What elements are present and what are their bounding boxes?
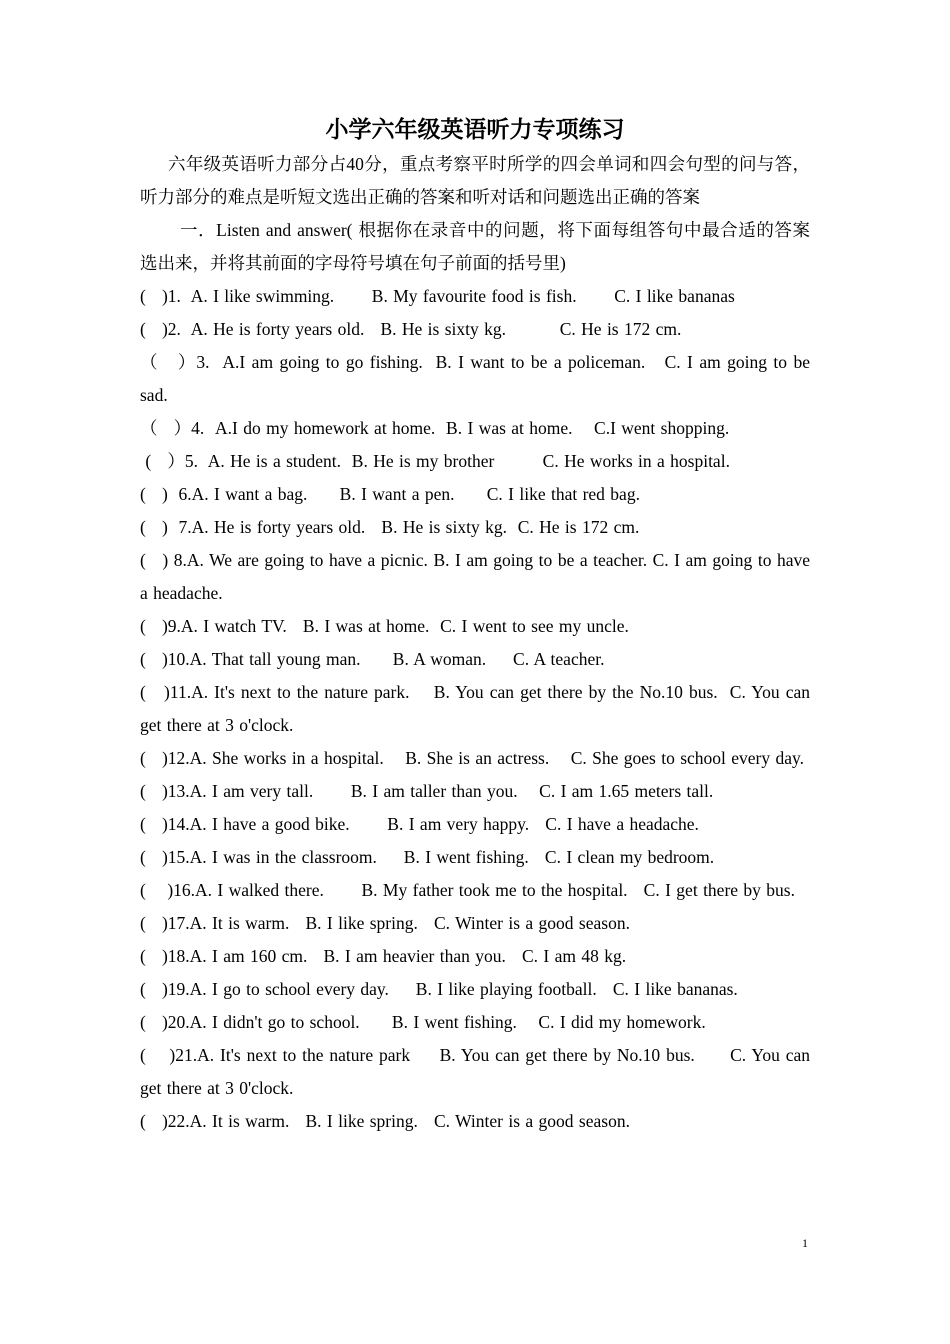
question-item: （ ）3. A.I am going to go fishing. B. I want to be a policeman. C. I am going to be sad.	[140, 352, 816, 405]
question-list	[140, 280, 816, 1138]
question-item: ( )13.A. I am very tall. B. I am taller than you. C. I am 1.65 meters tall.	[140, 781, 714, 801]
document-page	[140, 112, 816, 1138]
question-item: ( )21.A. It's next to the nature park B. You can get there by No.10 bus. C. You can get there at 3 0'clock.	[140, 1045, 816, 1098]
question-item: ( )17.A. It is warm. B. I like spring. C. Winter is a good season.	[140, 913, 630, 933]
question-item: ( ) 7.A. He is forty years old. B. He is sixty kg. C. He is 172 cm.	[140, 517, 640, 537]
question-item: ( )9.A. I watch TV. B. I was at home. C. I went to see my uncle.	[140, 616, 629, 636]
question-item: ( )22.A. It is warm. B. I like spring. C. Winter is a good season.	[140, 1111, 630, 1131]
question-item: ( ）5. A. He is a student. B. He is my brother C. He works in a hospital.	[140, 451, 730, 471]
question-item: ( )1. A. I like swimming. B. My favourite food is fish. C. I like bananas	[140, 286, 735, 306]
question-item: ( )11.A. It's next to the nature park. B. You can get there by the No.10 bus. C. You can get there at 3 o'clock.	[140, 682, 816, 735]
question-item: （ ）4. A.I do my homework at home. B. I was at home. C.I went shopping.	[140, 418, 730, 438]
question-item: ( )18.A. I am 160 cm. B. I am heavier than you. C. I am 48 kg.	[140, 946, 627, 966]
question-item: ( ) 8.A. We are going to have a picnic. B. I am going to be a teacher. C. I am going to have a headache.	[140, 550, 816, 603]
question-item: ( )16.A. I walked there. B. My father took me to the hospital. C. I get there by bus.	[140, 880, 795, 900]
intro-paragraph: 六年级英语听力部分占40分，重点考察平时所学的四会单词和四会句型的问与答，听力部分的难点是听短文选出正确的答案和听对话和问题选出正确的答案	[140, 154, 810, 207]
question-item: ( )14.A. I have a good bike. B. I am very happy. C. I have a headache.	[140, 814, 699, 834]
question-item: ( )2. A. He is forty years old. B. He is sixty kg. C. He is 172 cm.	[140, 319, 682, 339]
page-number: 1	[802, 1236, 808, 1250]
question-item: ( )15.A. I was in the classroom. B. I went fishing. C. I clean my bedroom.	[140, 847, 715, 867]
section-instructions: 一．Listen and answer( 根据你在录音中的问题，将下面每组答句中最合适的答案选出来，并将其前面的字母符号填在句子前面的括号里)	[140, 220, 810, 273]
question-item: ( )20.A. I didn't go to school. B. I went fishing. C. I did my homework.	[140, 1012, 706, 1032]
question-item: ( )19.A. I go to school every day. B. I like playing football. C. I like bananas.	[140, 979, 738, 999]
question-item: ( ) 6.A. I want a bag. B. I want a pen. C. I like that red bag.	[140, 484, 640, 504]
question-item: ( )10.A. That tall young man. B. A woman. C. A teacher.	[140, 649, 605, 669]
question-item: ( )12.A. She works in a hospital. B. She is an actress. C. She goes to school every day.	[140, 748, 805, 768]
page-title: 小学六年级英语听力专项练习	[325, 116, 625, 143]
